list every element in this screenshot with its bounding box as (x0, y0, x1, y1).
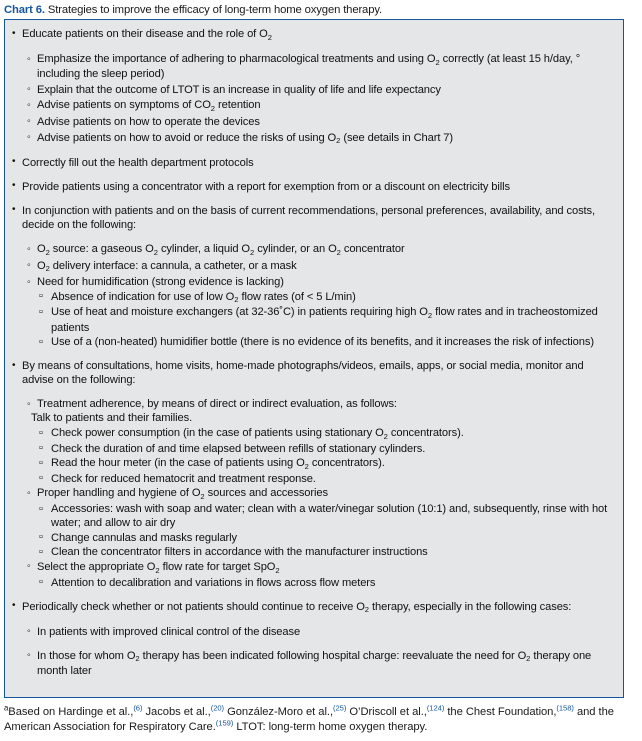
list-item-note (11, 411, 615, 425)
list-item (11, 83, 615, 97)
list-item-text-cont: delivery interface: a cannula, a catheter, or a mask (49, 259, 297, 272)
list-item (11, 359, 615, 387)
subscript: 2 (153, 247, 158, 257)
list-item-text-cont: therapy one month later (37, 649, 592, 677)
subscript: 2 (45, 247, 50, 257)
list-item-text-cont: therapy has been indicated following hospital charge: reevaluate the need for O (139, 649, 527, 662)
list-item (11, 275, 615, 289)
list-item (11, 98, 615, 113)
list-item-text: Clean the concentrator filters in accordance with the manufacturer instructions (51, 546, 428, 559)
footnote-text: the Chest Foundation, (444, 706, 557, 718)
list-item-text: Treatment adherence, by means of direct or indirect evaluation, as follows: (37, 398, 397, 411)
list-item-text: Attention to decalibration and variations in flows across flow meters (51, 576, 376, 589)
list-item-text: In conjunction with patients and on the basis of current recommendations, personal preferences, availability, and costs, decide on the following: (22, 204, 596, 231)
chart-footnote (4, 705, 624, 735)
list-item-text: Need for humidification (strong evidence is lacking) (37, 276, 284, 289)
list-item-text-cont: source: a gaseous O (49, 243, 154, 256)
list-item (11, 472, 615, 486)
list-item-text: In patients with improved clinical control of the disease (37, 625, 301, 638)
list-item-text: O (37, 243, 46, 256)
list-item (11, 242, 615, 257)
list-item (11, 131, 615, 146)
subscript: 2 (304, 461, 309, 471)
list-item (11, 335, 615, 349)
list-item-text-cont: retention (215, 99, 261, 112)
footnote-text: Based on Hardinge et al., (8, 706, 134, 718)
reference-number: (20) (210, 703, 225, 713)
reference-number: (6) (133, 703, 143, 713)
footnote-marker: a (4, 703, 9, 713)
list-item-text: Emphasize the importance of adhering to pharmacological treatments and using O (37, 53, 436, 66)
subscript: 2 (249, 247, 255, 257)
list-item-text: Advise patients on symptoms of CO (37, 99, 211, 112)
subscript: 2 (210, 103, 216, 113)
list-item-text: By means of consultations, home visits, home-made photographs/videos, emails, apps, or social media, monitor and advise on the following: (22, 360, 584, 387)
subscript: 2 (383, 431, 388, 441)
list-item-text: Change cannulas and masks regularly (51, 531, 237, 544)
list-item-text: Proper handling and hygiene of O (37, 487, 201, 500)
list-item-text-cont: correctly (at least 15 h/day, ° including the sleep period) (37, 53, 581, 81)
list-item (11, 531, 615, 545)
subscript: 2 (234, 295, 239, 305)
list-item-text: Advise patients on how to operate the devices (37, 115, 260, 128)
list-item-text-cont: (see details in Chart 7) (340, 131, 454, 144)
list-item-text: Educate patients on their disease and the role of O (22, 28, 268, 40)
list-item-text-cont: therapy, especially in the following cases: (369, 600, 572, 613)
list-item (11, 290, 615, 305)
list-item-text: Check the duration of and time elapsed between refills of stationary cylinders. (51, 442, 426, 455)
list-item-text: In those for whom O (37, 649, 136, 662)
subscript: 2 (526, 654, 531, 664)
list-item-text-cont: cylinder, a liquid O (157, 243, 250, 256)
list-item-text: Correctly fill out the health department protocols (22, 156, 254, 169)
list-item (11, 649, 615, 678)
list-item (11, 502, 615, 530)
list-item-text: Explain that the outcome of LTOT is an increase in quality of life and life expectancy (37, 83, 441, 96)
subscript: 2 (364, 605, 370, 615)
reference-number: (124) (426, 703, 445, 713)
reference-number: (158) (556, 703, 574, 713)
list-item-text: Use of a (non-heated) humidifier bottle (there is no evidence of its benefits, and it increases the risk of infections) (51, 336, 594, 349)
subscript: 2 (155, 565, 160, 575)
list-item (11, 259, 615, 274)
reference-number: (159) (215, 718, 234, 728)
list-item-text-cont: flow rates and in tracheostomized patients (51, 306, 598, 334)
list-item-text-cont: concentrators). (308, 457, 385, 470)
chart-content-box (4, 19, 624, 698)
list-item-text: Use of heat and moisture exchangers (at 32-36˚C) in patients requiring high O (51, 306, 428, 319)
subscript: 2 (427, 311, 433, 320)
list-item (11, 52, 615, 81)
list-item (11, 156, 615, 170)
list-item (11, 442, 615, 456)
list-item-text-cont: sources and accessories (204, 487, 328, 500)
list-item (11, 576, 615, 590)
list-item (11, 180, 615, 194)
list-item-text: Select the appropriate O (37, 560, 156, 573)
list-item-text: Accessories: wash with soap and water; clean with a water/vinegar solution (10:1) and, subsequently, rinse with hot water; and allow to air dry (51, 503, 608, 530)
subscript: 2 (336, 247, 341, 257)
list-item (11, 305, 615, 334)
list-item (11, 426, 615, 441)
subscript: 2 (435, 57, 440, 67)
list-item-text-cont: concentrators). (387, 427, 464, 440)
list-item (11, 625, 615, 639)
list-item (11, 204, 615, 232)
list-item (11, 397, 615, 411)
list-item-note-text: Talk to patients and their families. (31, 412, 193, 425)
list-item (11, 456, 615, 471)
list-item (11, 560, 615, 575)
list-item (11, 600, 615, 615)
list-item (11, 27, 615, 42)
subscript: 2 (336, 136, 341, 146)
list-item-text-cont: flow rate for target SpO (159, 560, 276, 573)
subscript: 2 (135, 654, 140, 664)
list-item-text: Provide patients using a concentrator with a report for exemption from or a discount on electricity bills (22, 180, 510, 193)
chart-caption-text: Strategies to improve the efficacy of long-term home oxygen therapy. (44, 4, 382, 16)
list-item-text: Check power consumption (in the case of patients using stationary O (51, 427, 384, 440)
list-item-text: Periodically check whether or not patients should continue to receive O (22, 600, 365, 613)
list-item (11, 486, 615, 501)
chart-caption (0, 0, 642, 19)
list-item-text-cont: cylinder, or an O (254, 243, 337, 256)
subscript: 2 (275, 565, 280, 575)
list-item-text: Absence of indication for use of low O (51, 290, 235, 303)
subscript: 2 (45, 264, 50, 274)
list-item-text: Read the hour meter (in the case of patients using O (51, 457, 305, 470)
list-item (11, 115, 615, 129)
footnote-text: González-Moro et al., (224, 706, 334, 718)
list-item-text-cont: concentrator (340, 243, 405, 256)
reference-number: (25) (333, 703, 347, 713)
list-item-text: O (37, 259, 46, 272)
list-item-text: Check for reduced hematocrit and treatment response. (51, 472, 316, 485)
subscript: 2 (267, 32, 272, 42)
chart-number-label: Chart 6. (4, 4, 45, 16)
footnote-text: LTOT: long-term home oxygen therapy. (233, 721, 428, 733)
footnote-text: and the American Association for Respiratory Care. (4, 706, 614, 733)
footnote-text: O’Driscoll et al., (346, 706, 427, 718)
list-item-text: Advise patients on how to avoid or reduce the risks of using O (37, 131, 337, 144)
list-item (11, 545, 615, 559)
footnote-text: Jacobs et al., (142, 706, 211, 718)
subscript: 2 (200, 492, 205, 502)
list-item-text-cont: flow rates (of < 5 L/min) (238, 290, 356, 303)
